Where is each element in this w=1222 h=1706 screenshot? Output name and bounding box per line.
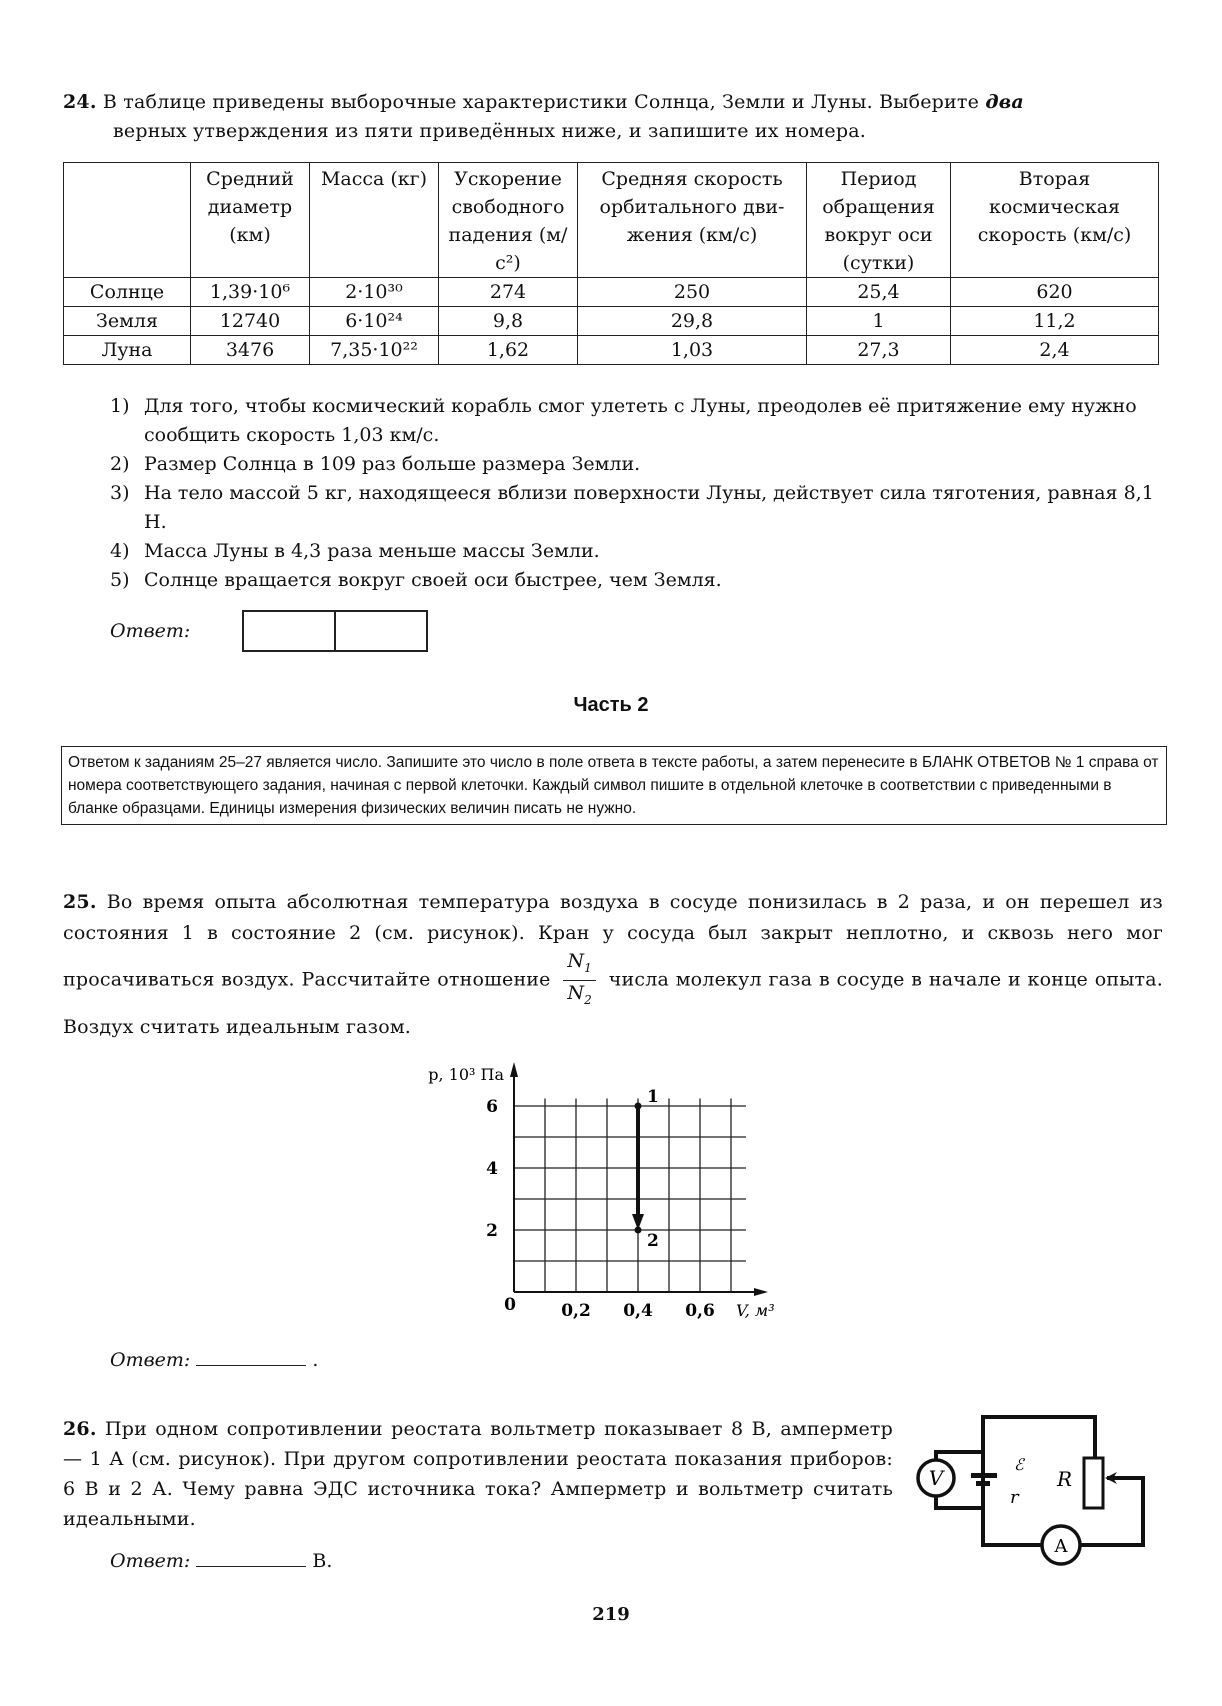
cell: 1,03	[578, 336, 807, 365]
state-label-1: 1	[647, 1087, 659, 1107]
cell: 250	[578, 278, 807, 307]
emf-label: ℰ	[1014, 1455, 1024, 1474]
denominator: N	[567, 981, 585, 1004]
cell: 620	[951, 278, 1159, 307]
option-5	[110, 566, 1160, 595]
x-tick-label: 0,2	[561, 1301, 591, 1321]
question-26	[63, 1414, 893, 1534]
wire	[1080, 1478, 1143, 1545]
state-label-2: 2	[647, 1231, 659, 1251]
header-cell: Ускорение свободного падения (м/с²)	[439, 163, 578, 278]
answer-field-26[interactable]	[196, 1546, 306, 1567]
rheostat	[1084, 1458, 1103, 1508]
cell: Земля	[64, 307, 191, 336]
question-number: 25.	[63, 891, 97, 913]
header-cell	[64, 163, 191, 278]
answer-field-25[interactable]	[196, 1345, 306, 1366]
table-row	[64, 278, 1159, 307]
y-tick-label: 6	[486, 1097, 498, 1117]
question-number: 24.	[63, 91, 97, 113]
ammeter-label: A	[1054, 1536, 1068, 1557]
option-text: Размер Солнца в 109 раз больше размера Земли.	[144, 453, 641, 475]
answer-label-text: Ответ:	[110, 1550, 191, 1572]
option-4	[110, 537, 1160, 566]
wire	[983, 1508, 1043, 1545]
option-text: На тело массой 5 кг, находящееся вблизи поверхности Луны, действует сила тяготения, равная 8,1 Н.	[144, 482, 1154, 533]
cell: 7,35·10²²	[310, 336, 439, 365]
x-tick-label: 0,6	[685, 1301, 715, 1321]
cell: 9,8	[439, 307, 578, 336]
wire	[983, 1417, 1095, 1508]
cell: 6·10²⁴	[310, 307, 439, 336]
part-2-instructions: Ответом к заданиям 25–27 является число. Запишите это число в поле ответа в тексте работы, а затем перенесите в БЛАНК ОТВЕТОВ № 1 справа от номера соответствующего задания, начиная с первой клеточки. Каждый символ пишите в отдельной клеточке в соответствии с приведенными в бланке образцами. Единицы измерения физических величин писать не нужно.	[61, 746, 1167, 825]
denominator-sub: 2	[584, 992, 593, 1007]
question-text: В таблице приведены выборочные характеристики Солнца, Земли и Луны. Выберите	[102, 91, 980, 113]
answer-suffix: .	[312, 1349, 319, 1371]
cell: 2,4	[951, 336, 1159, 365]
question-25	[63, 887, 1163, 1043]
answer-box-1[interactable]	[242, 610, 336, 652]
question-text: При одном сопротивлении реостата вольтметр показывает 8 В, амперметр — 1 А (см. рисунок). При другом сопротивлении реостата показания приборов: 6 В и 2 А. Чему равна ЭДС источника тока? Амперметр и вольтметр считать идеальными.	[63, 1418, 893, 1530]
header-cell: Масса (кг)	[310, 163, 439, 278]
voltmeter-label: V	[928, 1466, 944, 1490]
page-number: 219	[592, 1604, 630, 1625]
answer-label-text: Ответ:	[110, 1349, 191, 1371]
y-tick-label: 2	[486, 1221, 498, 1241]
x-tick-label: 0	[504, 1295, 516, 1315]
y-tick-label: 4	[486, 1159, 498, 1179]
cell: 1	[807, 307, 951, 336]
pv-chart	[400, 1050, 820, 1330]
option-number: 1)	[110, 395, 130, 417]
circuit-diagram	[900, 1400, 1170, 1590]
emphasis: два	[985, 91, 1024, 113]
cell: 1,62	[439, 336, 578, 365]
header-cell: Период обращения вокруг оси (сутки)	[807, 163, 951, 278]
option-number: 5)	[110, 569, 130, 591]
fraction-n1-n2	[563, 949, 596, 1012]
cell: 1,39·10⁶	[191, 278, 310, 307]
question-number: 26.	[63, 1418, 97, 1440]
question-text: Во время опыта абсолютная температура воздуха в сосуде понизилась в 2 раза, и он перешел из состояния 1 в состояние 2 (см. рисунок). Кран у сосуда был закрыт неплотно, и сквозь него мог просачиваться воздух. Рассчитайте отношение	[63, 891, 1163, 991]
option-number: 4)	[110, 540, 130, 562]
battery-plate-long	[971, 1473, 997, 1478]
cell: 2·10³⁰	[310, 278, 439, 307]
cell: Луна	[64, 336, 191, 365]
y-axis-label: p, 10³ Па	[428, 1065, 504, 1084]
cell: 29,8	[578, 307, 807, 336]
x-axis-arrow	[754, 1288, 768, 1296]
state-point-1	[635, 1103, 642, 1110]
x-axis-label: V, м³	[736, 1301, 775, 1320]
question-text-cont: верных утверждения из пяти приведённых ниже, и запишите их номера.	[113, 120, 866, 142]
rheostat-label: R	[1057, 1467, 1073, 1491]
answer-label-26	[110, 1546, 332, 1572]
question-text-cont: числа молекул газа в сосуде в начале и конце опыта. Воздух считать идеальным газом.	[63, 968, 1163, 1038]
option-1	[110, 392, 1160, 450]
header-cell: Средний диаметр (км)	[191, 163, 310, 278]
cell: 3476	[191, 336, 310, 365]
y-axis-arrow	[510, 1062, 518, 1077]
internal-resistance-label: r	[1010, 1487, 1019, 1508]
cell: 25,4	[807, 278, 951, 307]
celestial-table	[63, 162, 1159, 365]
answer-label-25	[110, 1345, 318, 1371]
numerator: N	[567, 950, 585, 972]
cell: 12740	[191, 307, 310, 336]
option-number: 3)	[110, 482, 130, 504]
option-3	[110, 479, 1160, 537]
option-number: 2)	[110, 453, 130, 475]
part-2-title: Часть 2	[573, 694, 649, 716]
option-2	[110, 450, 1160, 479]
cell: Солнце	[64, 278, 191, 307]
question-24	[63, 88, 1163, 146]
header-cell: Средняя скорость орбитального дви-жения (км/с)	[578, 163, 807, 278]
numerator-sub: 1	[584, 960, 593, 975]
option-text: Солнце вращается вокруг своей оси быстрее, чем Земля.	[144, 569, 722, 591]
answer-box-2[interactable]	[334, 610, 428, 652]
x-tick-label: 0,4	[623, 1301, 653, 1321]
cell: 274	[439, 278, 578, 307]
option-text: Масса Луны в 4,3 раза меньше массы Земли.	[144, 540, 600, 562]
table-row	[64, 307, 1159, 336]
state-point-2	[635, 1227, 642, 1234]
cell: 27,3	[807, 336, 951, 365]
header-cell: Вторая космическая скорость (км/с)	[951, 163, 1159, 278]
answer-label-24: Ответ:	[110, 620, 191, 642]
cell: 11,2	[951, 307, 1159, 336]
option-text: Для того, чтобы космический корабль смог улететь с Луны, преодолев её притяжение ему нужно сообщить скорость 1,03 км/с.	[144, 395, 1137, 446]
table-header-row	[64, 163, 1159, 278]
table-row	[64, 336, 1159, 365]
answer-suffix: В.	[312, 1550, 333, 1572]
options-list	[110, 392, 1160, 595]
